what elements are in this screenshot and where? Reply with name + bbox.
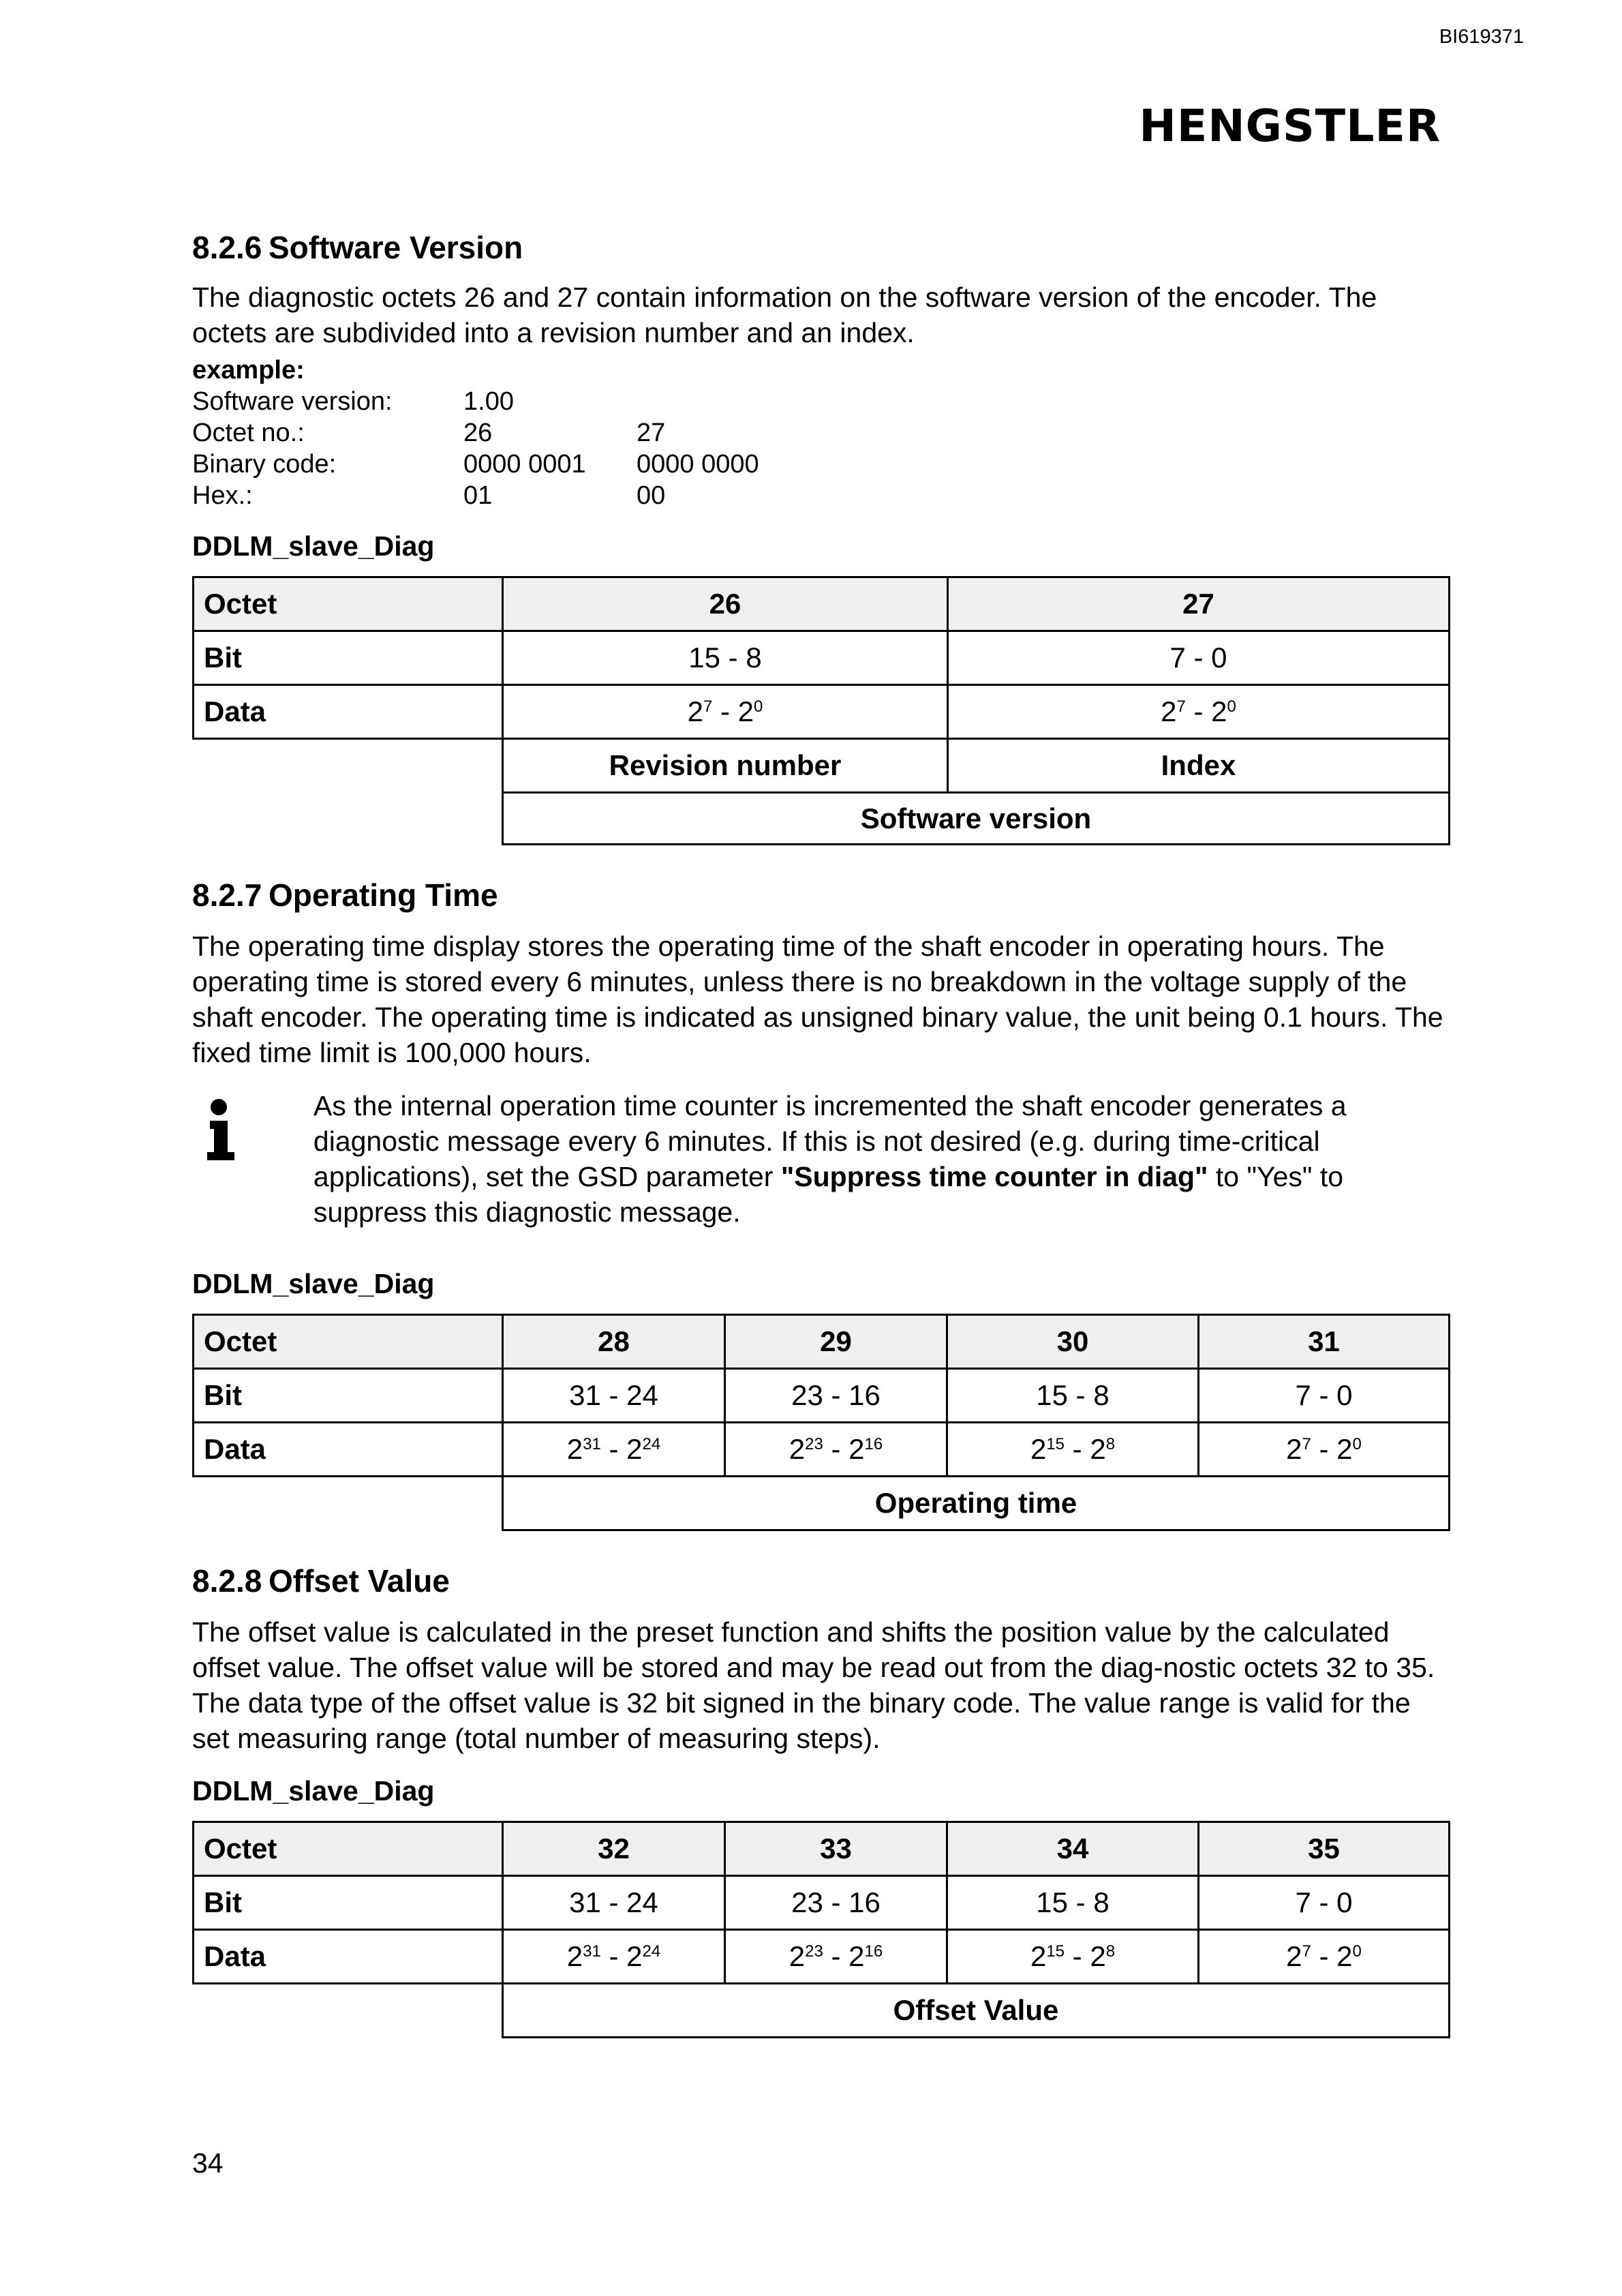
data-cell: $2^{15} - 2^8$ xyxy=(947,1930,1199,1984)
table-row-footer xyxy=(194,1477,1450,1530)
bit-cell: 31 - 24 xyxy=(503,1876,725,1930)
section-title-text: Operating Time xyxy=(269,877,498,913)
octet-cell: 28 xyxy=(503,1315,725,1369)
data-cell: $2^7 - 2^0$ xyxy=(948,685,1450,739)
octet-cell: 30 xyxy=(947,1315,1199,1369)
bit-cell: 15 - 8 xyxy=(503,631,948,685)
data-cell: $2^{31} - 2^{24}$ xyxy=(503,1423,725,1477)
table-row-octet xyxy=(194,1822,1450,1876)
table-row-octet xyxy=(194,577,1450,631)
example-label: Software version: xyxy=(192,387,393,416)
section-number: 8.2.8 xyxy=(192,1563,262,1599)
table-row-bit xyxy=(194,1369,1450,1423)
row-label-bit: Bit xyxy=(194,1369,503,1423)
example-value-1: 01 xyxy=(463,481,493,510)
gsd-parameter-name: "Suppress time counter in diag" xyxy=(780,1161,1208,1192)
table-row-footer xyxy=(194,793,1450,845)
example-row xyxy=(192,386,1450,417)
page-number: 34 xyxy=(192,2147,224,2179)
table-row-bit xyxy=(194,1876,1450,1930)
octet-cell: 31 xyxy=(1199,1315,1450,1369)
table-row-footer xyxy=(194,1984,1450,2038)
octet-cell: 35 xyxy=(1199,1822,1450,1876)
revision-number-label: Revision number xyxy=(503,739,948,793)
table-row-bit xyxy=(194,631,1450,685)
table-row-data xyxy=(194,685,1450,739)
info-note xyxy=(192,1088,1450,1230)
octet-cell: 33 xyxy=(725,1822,947,1876)
section-title-offset-value xyxy=(192,1562,1450,1599)
bit-cell: 23 - 16 xyxy=(725,1369,947,1423)
example-value-2: 27 xyxy=(637,419,666,447)
bit-cell: 15 - 8 xyxy=(947,1369,1199,1423)
example-list xyxy=(192,386,1450,511)
octet-cell: 29 xyxy=(725,1315,947,1369)
bit-cell: 7 - 0 xyxy=(948,631,1450,685)
paragraph-operating-time: The operating time display stores the operating time of the shaft encoder in operating hours. The operating time is stored every 6 minutes, unless there is no breakdown in the voltage supply of the shaft encoder. The operating time is indicated as unsigned binary value, the unit being 0.1 hours. The fixed time limit is 100,000 hours. xyxy=(192,931,1443,1068)
table-row-sublabels xyxy=(194,739,1450,793)
row-label-octet: Octet xyxy=(194,1315,503,1369)
bit-cell: 7 - 0 xyxy=(1199,1369,1450,1423)
row-label-bit: Bit xyxy=(194,1876,503,1930)
row-label-bit: Bit xyxy=(194,631,503,685)
section-number: 8.2.7 xyxy=(192,877,262,913)
table-caption: DDLM_slave_Diag xyxy=(192,1775,435,1807)
example-value-2: 0000 0000 xyxy=(637,450,759,479)
example-label: Binary code: xyxy=(192,450,337,479)
table-row-data xyxy=(194,1423,1450,1477)
bit-cell: 31 - 24 xyxy=(503,1369,725,1423)
table-caption: DDLM_slave_Diag xyxy=(192,530,435,562)
example-value-1: 0000 0001 xyxy=(463,450,586,479)
table-row-data xyxy=(194,1930,1450,1984)
paragraph-software-version: The diagnostic octets 26 and 27 contain information on the software version of the encoder. The octets are subdivided into a revision number and an index. xyxy=(192,282,1377,348)
octet-cell: 26 xyxy=(503,577,948,631)
row-label-data: Data xyxy=(194,685,503,739)
example-row xyxy=(192,449,1450,480)
example-row xyxy=(192,480,1450,511)
row-label-octet: Octet xyxy=(194,1822,503,1876)
table-caption: DDLM_slave_Diag xyxy=(192,1268,435,1299)
section-title-text: Offset Value xyxy=(269,1563,450,1599)
index-label: Index xyxy=(948,739,1450,793)
example-value-1: 1.00 xyxy=(463,387,514,416)
table-footer-label: Software version xyxy=(503,793,1450,845)
software-version-table xyxy=(192,576,1450,845)
octet-cell: 27 xyxy=(948,577,1450,631)
bit-cell: 15 - 8 xyxy=(947,1876,1199,1930)
document-id: BI619371 xyxy=(1439,26,1524,48)
table-row-octet xyxy=(194,1315,1450,1369)
row-label-octet: Octet xyxy=(194,577,503,631)
data-cell: $2^{23} - 2^{16}$ xyxy=(725,1930,947,1984)
offset-value-table xyxy=(192,1821,1450,2038)
page-content xyxy=(192,229,1450,2038)
example-label: Hex.: xyxy=(192,481,253,510)
data-cell: $2^{23} - 2^{16}$ xyxy=(725,1423,947,1477)
example-heading: example: xyxy=(192,356,305,384)
octet-cell: 34 xyxy=(947,1822,1199,1876)
note-text: As the internal operation time counter is incremented the shaft encoder generates a diagnostic message every 6 minutes. If this is not desired (e.g. during time-critical applications), set the GSD parameter "Suppress time counter in diag" to "Yes" to suppress this diagnostic message. xyxy=(313,1090,1347,1228)
section-number: 8.2.6 xyxy=(192,230,262,265)
info-icon xyxy=(192,1088,313,1230)
section-title-operating-time xyxy=(192,877,1450,913)
row-label-data: Data xyxy=(194,1423,503,1477)
example-value-1: 26 xyxy=(463,419,493,447)
bit-cell: 23 - 16 xyxy=(725,1876,947,1930)
operating-time-table xyxy=(192,1314,1450,1531)
octet-cell: 32 xyxy=(503,1822,725,1876)
section-title-text: Software Version xyxy=(269,230,523,265)
example-value-2: 00 xyxy=(637,481,666,510)
data-cell: $2^7 - 2^0$ xyxy=(1199,1423,1450,1477)
bit-cell: 7 - 0 xyxy=(1199,1876,1450,1930)
data-cell: $2^7 - 2^0$ xyxy=(1199,1930,1450,1984)
example-label: Octet no.: xyxy=(192,419,305,447)
section-title-software-version xyxy=(192,229,1450,266)
table-footer-label: Operating time xyxy=(503,1477,1450,1530)
data-cell: $2^7 - 2^0$ xyxy=(503,685,948,739)
data-cell: $2^{31} - 2^{24}$ xyxy=(503,1930,725,1984)
paragraph-offset-value: The offset value is calculated in the preset function and shifts the position value by the calculated offset value. The offset value will be stored and may be read out from the diag-nostic octets 32 to 35. The data type of the offset value is 32 bit signed in the binary code. The value range is valid for the set measuring range (total number of measuring steps). xyxy=(192,1616,1435,1754)
hengstler-logo: HENGSTLER xyxy=(1139,101,1441,152)
row-label-data: Data xyxy=(194,1930,503,1984)
table-footer-label: Offset Value xyxy=(503,1984,1450,2038)
example-row xyxy=(192,417,1450,449)
data-cell: $2^{15} - 2^8$ xyxy=(947,1423,1199,1477)
